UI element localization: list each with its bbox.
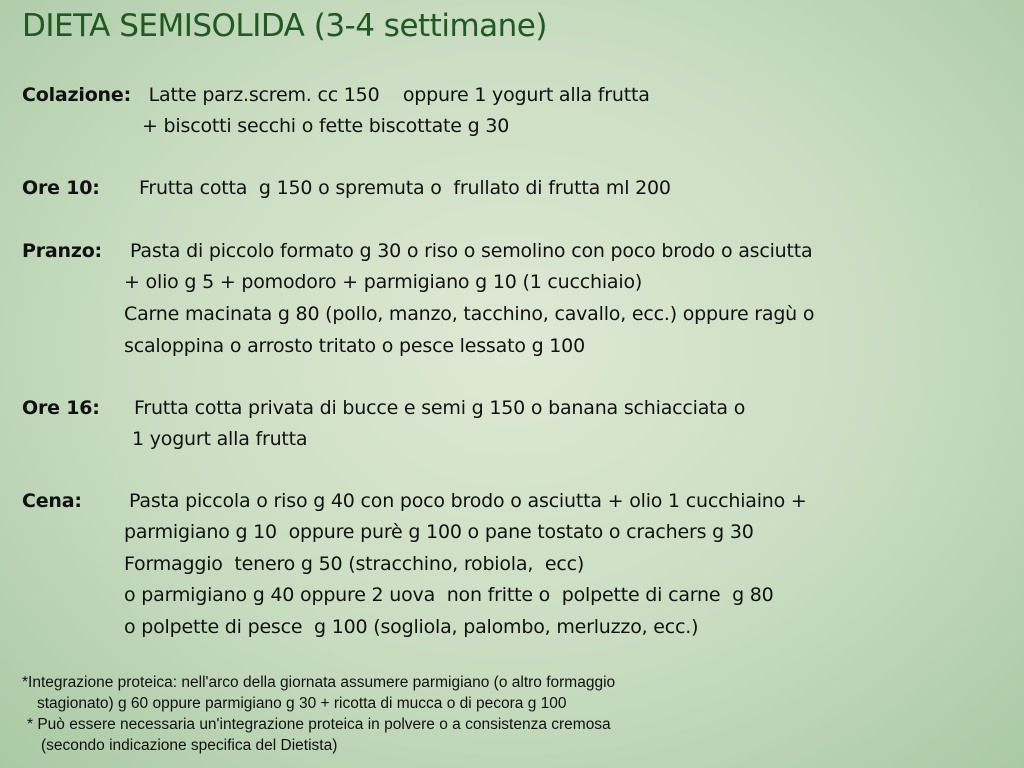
- meal-line: o polpette di pesce g 100 (sogliola, palombo, merluzzo, ecc.): [124, 616, 699, 638]
- meal-label-cena: Cena:: [22, 490, 82, 512]
- note-line: stagionato) g 60 oppure parmigiano g 30 + ricotta di mucca o di pecora g 100: [37, 695, 567, 712]
- note-line: * Può essere necessaria un'integrazione proteica in polvere o a consistenza cremosa: [27, 716, 611, 733]
- meal-line: Pasta di piccolo formato g 30 o riso o semolino con poco brodo o asciutta: [130, 240, 813, 262]
- meal-line: Pasta piccola o riso g 40 con poco brodo o asciutta + olio 1 cucchiaino +: [129, 490, 807, 512]
- meal-label-ore16: Ore 16:: [22, 397, 100, 419]
- meal-label-colazione: Colazione:: [22, 84, 131, 106]
- meal-line: Frutta cotta privata di bucce e semi g 150 o banana schiacciata o: [134, 397, 746, 419]
- page-title: DIETA SEMISOLIDA (3-4 settimane): [22, 8, 547, 44]
- meal-label-ore10: Ore 10:: [22, 177, 100, 199]
- meal-line: Carne macinata g 80 (pollo, manzo, tacchino, cavallo, ecc.) oppure ragù o: [124, 303, 815, 325]
- meal-line: + biscotti secchi o fette biscottate g 30: [142, 115, 510, 137]
- meal-label-pranzo: Pranzo:: [22, 240, 102, 262]
- meal-line: Formaggio tenero g 50 (stracchino, robiola, ecc): [124, 553, 585, 575]
- meal-line: 1 yogurt alla frutta: [132, 428, 308, 450]
- meal-line: Frutta cotta g 150 o spremuta o frullato di frutta ml 200: [139, 177, 671, 199]
- meal-line: parmigiano g 10 oppure purè g 100 o pane tostato o crachers g 30: [124, 521, 754, 543]
- meal-line: scaloppina o arrosto tritato o pesce lessato g 100: [124, 335, 585, 357]
- meal-line: o parmigiano g 40 oppure 2 uova non fritte o polpette di carne g 80: [124, 584, 774, 606]
- meal-line: + olio g 5 + pomodoro + parmigiano g 10 (1 cucchiaio): [124, 271, 643, 293]
- meal-line: Latte parz.screm. cc 150 oppure 1 yogurt alla frutta: [148, 84, 650, 106]
- note-line: (secondo indicazione specifica del Dietista): [41, 737, 338, 754]
- meal-colazione: [22, 84, 650, 106]
- note-line: *Integrazione proteica: nell'arco della giornata assumere parmigiano (o altro formaggio: [22, 674, 616, 691]
